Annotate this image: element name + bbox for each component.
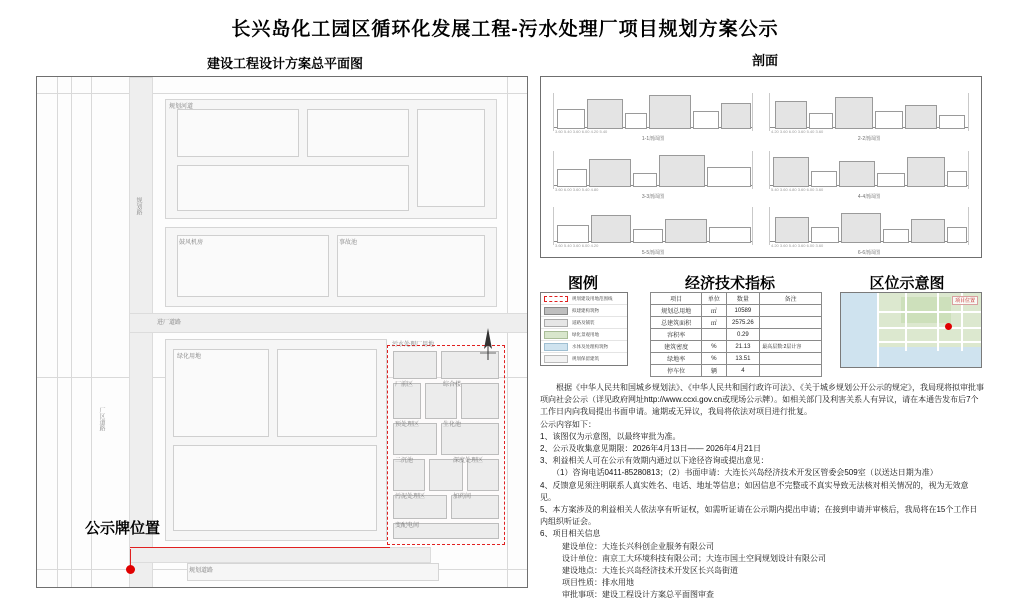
location-map	[840, 292, 982, 368]
legend-item-label: 水体及处理构筑物	[572, 343, 608, 349]
eco-cell-note	[760, 329, 822, 341]
road-horizontal-main	[129, 313, 528, 333]
notice-info-0: 建设单位：大连长兴科创企业服务有限公司	[562, 541, 714, 551]
section-caption-1: 2-2剖面图	[857, 136, 881, 142]
table-row	[651, 353, 822, 365]
eco-cell-value: 13.51	[726, 353, 760, 365]
eco-cell-name: 容积率	[651, 329, 702, 341]
legend-item-label: 绿化景观用地	[572, 331, 599, 337]
eco-cell-value: 10589	[726, 305, 760, 317]
legend-item-label: 规划保留建筑	[572, 355, 599, 361]
plan-label-3: 综合楼	[443, 382, 462, 388]
road-lower	[129, 547, 431, 563]
table-row	[651, 365, 822, 377]
eco-title: 经济技术指标	[684, 275, 775, 292]
section-cell-2: 4.20 3.60 6.00 3.60 5.40 3.60 2-2剖面图	[769, 87, 969, 137]
plan-label-0: 规划河道	[169, 104, 194, 110]
eco-header-0: 项目	[651, 293, 702, 305]
legend-swatch-icon	[544, 319, 568, 327]
eco-cell-note: 最高层数:2层计容	[760, 341, 822, 353]
notice-info-1: 设计单位：南京工大环境科技有限公司；大连市国土空间规划设计有限公司	[562, 553, 826, 563]
legend-item	[541, 329, 627, 341]
eco-cell-note	[760, 317, 822, 329]
section-caption-3: 4-4剖面图	[857, 194, 881, 200]
plan-label-13: 绿化用地	[177, 354, 202, 360]
plan-label-11: 鼓风机房	[179, 240, 204, 246]
eco-cell-note	[760, 305, 822, 317]
project-location-marker	[945, 323, 952, 330]
eco-cell-unit: %	[702, 353, 726, 365]
eco-cell-name: 总建筑面积	[651, 317, 702, 329]
road-label-2: 进厂道路	[157, 320, 182, 326]
legend-item	[541, 293, 627, 305]
eco-header-2: 数量	[726, 293, 760, 305]
notice-item-0: 1、该图仅为示意图，以最终审批为准。	[540, 431, 681, 441]
plan-title: 建设工程设计方案总平面图	[206, 56, 363, 71]
eco-cell-name: 停车位	[651, 365, 702, 377]
section-cell-3: 3.60 6.00 3.60 5.40 4.80 3-3剖面图	[553, 145, 753, 195]
eco-cell-value: 0.29	[726, 329, 760, 341]
section-caption-4: 5-5剖面图	[641, 250, 665, 256]
plan-label-2: 厂前区	[395, 382, 414, 388]
legend-swatch-icon	[544, 343, 568, 351]
legend-box	[540, 292, 628, 366]
plan-label-1: 污水处理厂用地	[392, 342, 435, 348]
notice-tail-1: 5、本方案涉及的利益相关人依法享有听证权，如需听证请在公示期内提出申请；在接到申请并审核后，我局将在15个工作日内组织听证会。	[540, 505, 978, 527]
table-row	[651, 329, 822, 341]
legend-item	[541, 317, 627, 329]
plan-label-10: 变配电间	[395, 523, 420, 529]
notice-item-2: 3、利益相关人可在公示有效期内通过以下途径咨询或提出意见：	[540, 456, 769, 466]
plan-label-4: 预处理区	[395, 422, 420, 428]
eco-cell-value: 2575.26	[726, 317, 760, 329]
notice-info-3: 项目性质：排水用地	[562, 578, 634, 588]
legend-item	[541, 341, 627, 353]
eco-header-3: 备注	[760, 293, 822, 305]
notice-lead: 根据《中华人民共和国城乡规划法》、《中华人民共和国行政许可法》、《关于城乡规划公开公示的规定》，我局现将拟审批事项向社会公示（详见政府网址http://www.ccxi.gov.cn或现场公示牌）。如相关部门及利害关系人有异议，请在本通告发布后7个工作日内向我局提出书面申请。逾期或无异议，我局将依法对项目进行批复。	[540, 383, 984, 417]
legend-item	[541, 305, 627, 317]
legend-swatch-icon	[544, 296, 568, 302]
eco-cell-value: 4	[726, 365, 760, 377]
plan-label-7: 深度处理区	[453, 458, 484, 464]
eco-cell-name: 规划总用地	[651, 305, 702, 317]
plan-label-5: 生化池	[443, 422, 462, 428]
plan-label-8: 污泥处理区	[395, 494, 426, 500]
section-caption-2: 3-3剖面图	[641, 194, 665, 200]
section-caption-0: 1-1剖面图	[641, 136, 665, 142]
notice-tail-0: 4、反馈意见须注明联系人真实姓名、电话、地址等信息；如因信息不完整或不真实导致无法核对相关情况的，视为无效意见。	[540, 480, 969, 502]
legend-item-label: 规划建设用地范围线	[572, 295, 613, 301]
page-title: 长兴岛化工园区循环化发展工程-污水处理厂项目规划方案公示	[231, 19, 779, 40]
table-row	[651, 341, 822, 353]
notice-item-1: 2、公示及收集意见期限：2026年4月13日—— 2026年4月21日	[540, 444, 761, 454]
section-caption-5: 6-6剖面图	[857, 250, 881, 256]
plan-label-14: 规划道路	[189, 568, 214, 574]
eco-cell-note	[760, 365, 822, 377]
eco-cell-unit: ㎡	[702, 317, 726, 329]
eco-cell-name: 绿地率	[651, 353, 702, 365]
eco-cell-unit: %	[702, 341, 726, 353]
legend-item-label: 拟建建构筑物	[572, 307, 599, 313]
notice-head: 公示内容如下：	[540, 419, 596, 429]
legend-item-label: 道路及铺装	[572, 319, 595, 325]
eco-cell-note	[760, 353, 822, 365]
section-title: 剖面	[751, 53, 778, 68]
site-plan-drawing	[36, 76, 528, 588]
eco-cell-name: 建筑密度	[651, 341, 702, 353]
notice-info-2: 建设地点：大连长兴岛经济技术开发区长兴岛街道	[562, 566, 738, 576]
plan-label-9: 加药间	[453, 494, 472, 500]
site-plan-background	[37, 77, 527, 587]
legend-swatch-icon	[544, 307, 568, 315]
plan-label-6: 二沉池	[395, 458, 414, 464]
table-header-row	[651, 293, 822, 305]
road-label-0: 规划路	[135, 197, 141, 215]
eco-cell-value: 21.13	[726, 341, 760, 353]
sign-board-label: 公示牌位置	[85, 520, 161, 537]
sign-leader-line-2	[130, 547, 390, 548]
notice-subitem-0: （1）咨询电话0411-85280813；（2）书面申请：大连长兴岛经济技术开发区管委会509室（以送达日期为准）	[552, 468, 938, 478]
section-cell-1: 3.60 5.40 3.60 6.00 4.20 5.40 1-1剖面图	[553, 87, 753, 137]
eco-table	[650, 292, 822, 377]
notice-info-4: 审批事项：建设工程设计方案总平面图审查	[562, 590, 714, 600]
section-cell-5: 3.60 5.40 3.60 6.00 4.20 5-5剖面图	[553, 203, 753, 253]
location-tag: 项目位置	[952, 296, 978, 305]
table-row	[651, 317, 822, 329]
section-cell-4: 5.40 3.60 4.80 3.60 6.00 3.60 4-4剖面图	[769, 145, 969, 195]
compass-icon	[475, 327, 501, 361]
sign-location-marker	[126, 565, 135, 574]
notice-tail-2: 6、项目相关信息	[540, 529, 601, 539]
section-drawings	[540, 76, 982, 258]
eco-header-1: 单位	[702, 293, 726, 305]
eco-cell-unit: ㎡	[702, 305, 726, 317]
legend-swatch-icon	[544, 355, 568, 363]
plan-label-12: 事故池	[339, 240, 358, 246]
road-label-1: 厂区道路	[98, 407, 104, 431]
location-title: 区位示意图	[869, 275, 945, 292]
section-cell-6: 4.20 3.60 5.40 3.60 6.00 3.60 6-6剖面图	[769, 203, 969, 253]
legend-item	[541, 353, 627, 364]
legend-swatch-icon	[544, 331, 568, 339]
notice-text	[540, 382, 984, 602]
eco-cell-unit	[702, 329, 726, 341]
table-row	[651, 305, 822, 317]
eco-cell-unit: 辆	[702, 365, 726, 377]
legend-title: 图例	[567, 275, 598, 292]
